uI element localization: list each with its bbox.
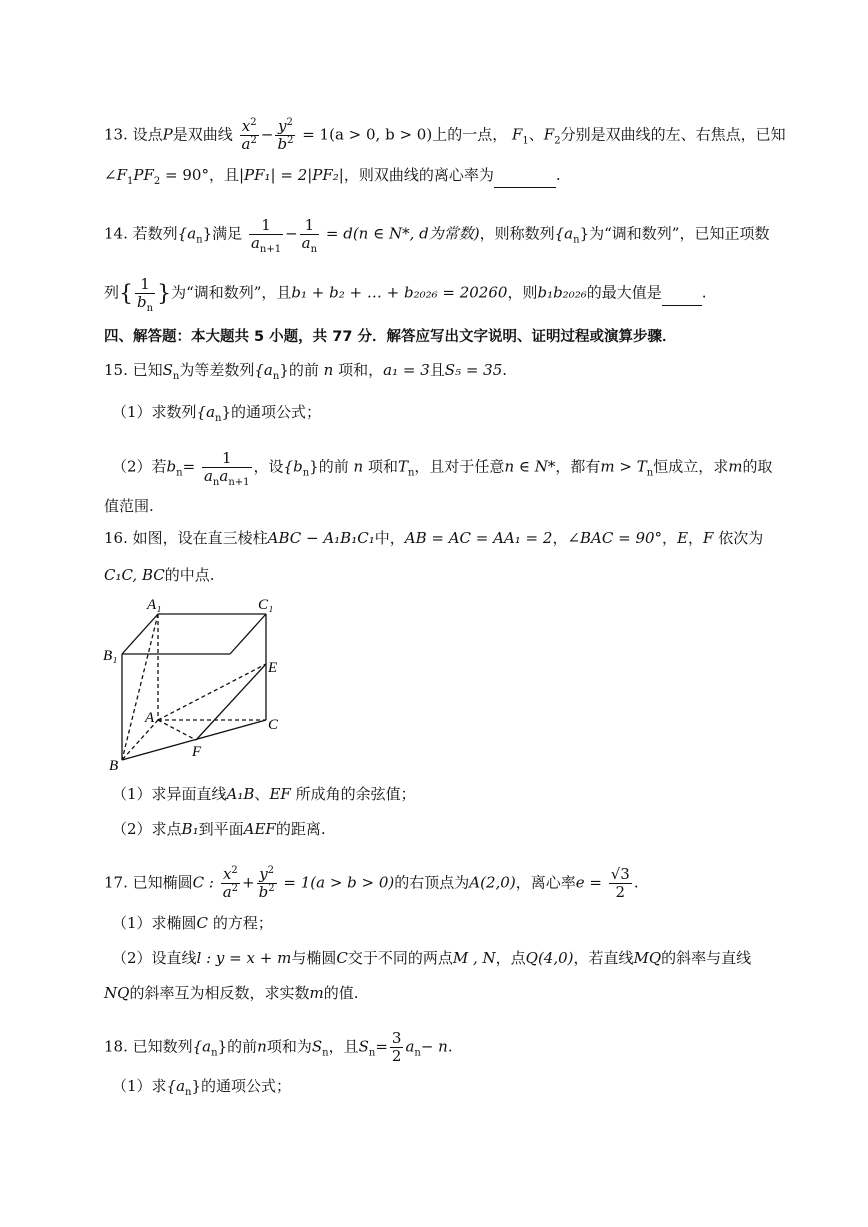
q17-part2-cont: NQ的斜率互为相反数，求实数m的值. [104,984,359,1002]
q14-line1: 14. 若数列$\{a_n\}$满足 $\frac{1}{a_{n+1}}$ − $\frac{1}{a_n}$ = d(n ∈ N*, d为常数)，则称数列$\{a_n\}$为“调和数列”，已知正项数 [104,216,770,255]
label-B1: B₁ [103,648,118,664]
q13-line2: $\angle F_1PF_2 = 90^\circ$，且|PF₁| = 2|PF₂|，则双曲线的离心率为 . [104,166,561,187]
q14-frac-bn: $\frac{1}{b_n}$ [137,275,154,314]
q18-part1: （1）求$\{a_n\}$的通项公式； [112,1077,292,1098]
q13-frac-y: $\frac{y^2}{b^2}$ [277,117,294,153]
label-C: C [268,717,279,733]
q13-frac-x: $\frac{x^2}{a^2}$ [241,117,257,153]
label-C1: C₁ [258,597,274,613]
label-A1: A₁ [147,597,162,613]
q13-number: 13. [104,125,128,144]
q15-frac: $\frac{1}{a_na_{n+1}}$ [203,449,250,488]
q14-frac-1: $\frac{1}{a_{n+1}}$ [250,216,282,255]
answer-blank [662,285,702,306]
q17-part1: （1）求椭圆C 的方程； [112,914,273,932]
prism-figure [100,592,300,777]
q16-line2: C₁C, BC的中点. [104,566,215,584]
label-B: B [109,758,119,774]
q16-part1: （1）求异面直线A₁B、EF 所成角的余弦值； [112,785,416,803]
q14-frac-2: $\frac{1}{a_n}$ [301,216,318,255]
q14-line2: 列{ $\frac{1}{b_n}$ }为“调和数列”，且b₁ + b₂ + … + b₂₀₂₆ = 20260，则b₁b₂₀₂₆的最大值是 . [104,275,707,314]
q17-line1: 17. 已知椭圆C : $\frac{x^2}{a^2}$ + $\frac{y^2}{b^2}$ = 1(a > b > 0)的右顶点为A(2,0)，离心率e = $\frac{√3}{2}$ . [104,865,639,901]
q16-part2: （2）求点B₁到平面AEF的距离. [112,820,326,838]
label-A: A [145,710,155,726]
q16-line1: 16. 如图，设在直三棱柱ABC − A₁B₁C₁中，AB = AC = AA₁ = 2，∠BAC = 90°，E，F 依次为 [104,529,764,547]
q14-number: 14. [104,224,128,243]
q15-part2-cont: 值范围. [104,497,154,515]
q17-part2: （2）设直线l : y = x + m与椭圆C交于不同的两点M , N，点Q(4,0)，若直线MQ的斜率与直线 [112,949,752,967]
label-F: F [192,744,202,760]
q15-part1: （1）求数列$\{a_n\}$的通项公式； [112,403,322,424]
section-heading: 四、解答题：本大题共 5 小题，共 77 分．解答应写出文字说明、证明过程或演算步骤． [104,329,677,345]
q15-line1: 15. 已知$S_n$为等差数列$\{a_n\}$的前 n 项和，a₁ = 3且S₅ = 35. [104,361,508,382]
label-E: E [268,660,278,676]
q15-part2: （2）若$b_n=$ $\frac{1}{a_na_{n+1}}$ ，设$\{b_n\}$的前 n 项和$T_n$，且对于任意n ∈ N*，都有$m > T_n$恒成立，求m的取 [112,449,773,488]
q13-line1: 13. 设点P是双曲线 $\frac{x^2}{a^2}$ − $\frac{y^2}{b^2}$ = 1(a > 0, b > 0)上的一点， $F_1$、$F_2$分别是双曲线的左、右焦点，已知 [104,117,786,153]
q18-line1: 18. 已知数列$\{a_n\}$的前n项和为$S_n$，且$S_n=$ $\frac{3}{2}$ $a_n- n$. [104,1029,453,1065]
answer-blank [494,167,556,188]
